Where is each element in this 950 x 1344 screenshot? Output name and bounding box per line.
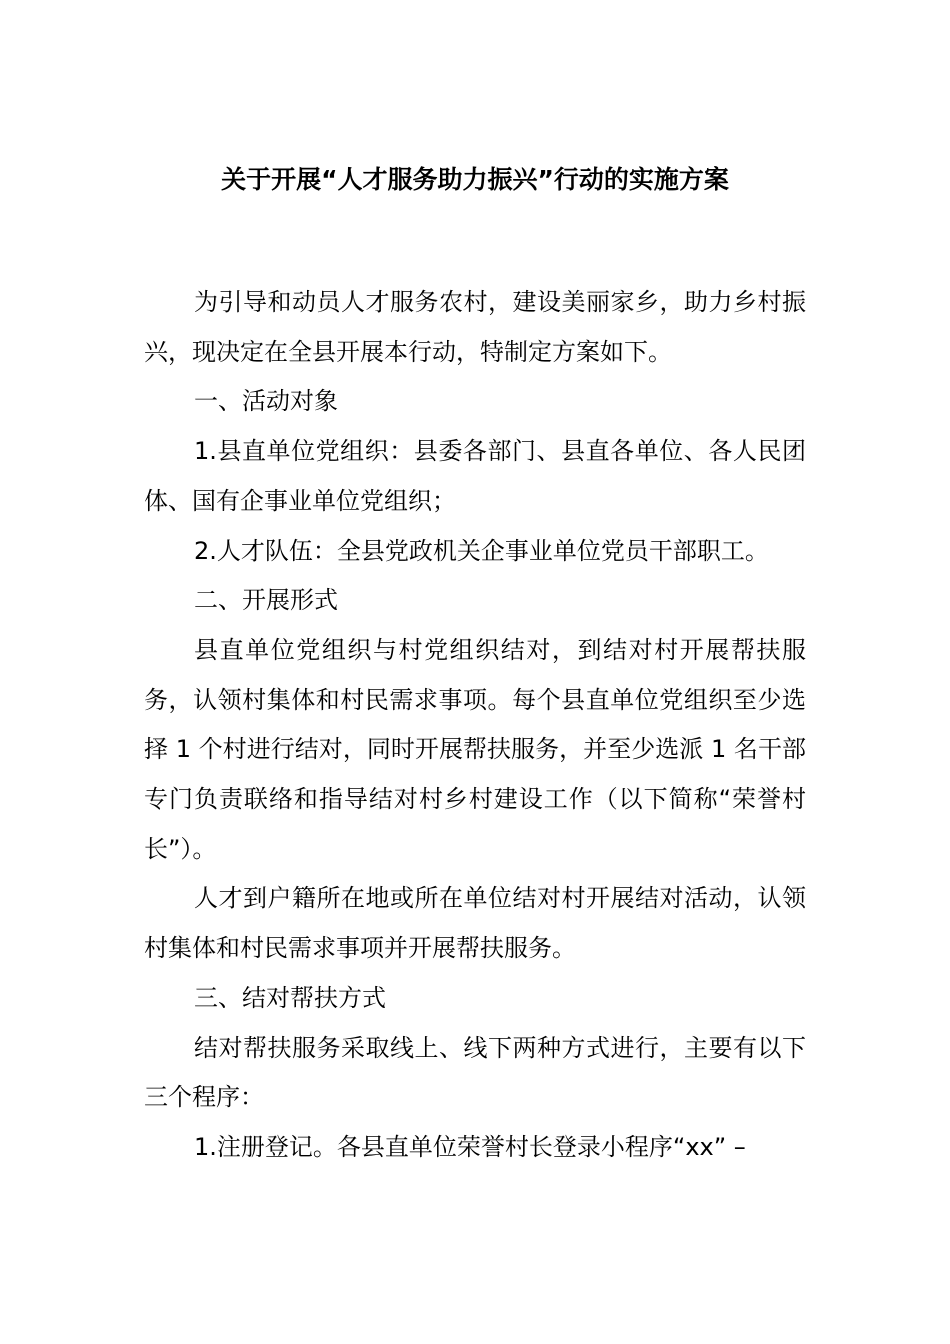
document-body bbox=[144, 278, 806, 1173]
document-title: 关于开展“人才服务助力振兴”行动的实施方案 bbox=[221, 165, 729, 194]
paragraph-body: 人才到户籍所在地或所在单位结对村开展结对活动，认领村集体和村民需求事项并开展帮扶服务。 bbox=[144, 884, 806, 963]
section-heading-3: 三、结对帮扶方式 bbox=[194, 983, 386, 1012]
paragraph-item: 2.人才队伍：全县党政机关企事业单位党员干部职工。 bbox=[194, 536, 769, 565]
paragraph-intro: 为引导和动员人才服务农村，建设美丽家乡，助力乡村振兴，现决定在全县开展本行动，特制定方案如下。 bbox=[144, 288, 806, 366]
paragraph-body: 县直单位党组织与村党组织结对，到结对村开展帮扶服务，认领村集体和村民需求事项。每个县直单位党组织至少选择 1 个村进行结对，同时开展帮扶服务，并至少选派 1 名干部专门负责联络和指导结对村乡村建设工作（以下简称“荣誉村长”）。 bbox=[144, 635, 806, 863]
section-heading-1: 一、活动对象 bbox=[194, 387, 338, 416]
paragraph-item: 1.注册登记。各县直单位荣誉村长登录小程序“xx” – bbox=[194, 1132, 746, 1161]
paragraph-body: 结对帮扶服务采取线上、线下两种方式进行，主要有以下三个程序： bbox=[144, 1033, 806, 1112]
paragraph-item: 1.县直单位党组织：县委各部门、县直各单位、各人民团体、国有企事业单位党组织； bbox=[144, 437, 806, 515]
section-heading-2: 二、开展形式 bbox=[194, 586, 338, 615]
